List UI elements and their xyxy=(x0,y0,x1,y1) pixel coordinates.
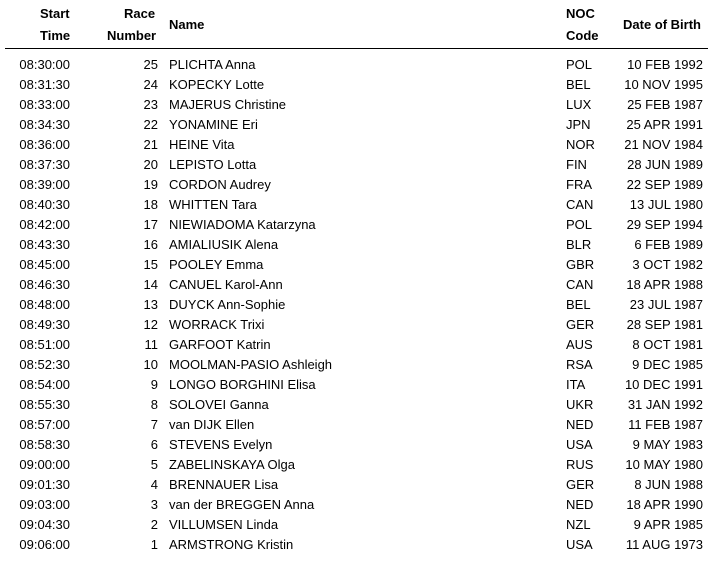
noc-code-cell: FRA xyxy=(566,177,592,192)
date-of-birth-cell: 3 OCT 1982 xyxy=(632,257,703,272)
noc-code-cell: JPN xyxy=(566,117,591,132)
date-of-birth-cell: 28 JUN 1989 xyxy=(627,157,703,172)
start-time-cell: 08:45:00 xyxy=(19,257,70,272)
header-noc: NOC xyxy=(566,6,595,21)
date-of-birth-cell: 8 JUN 1988 xyxy=(634,477,703,492)
start-time-cell: 08:39:00 xyxy=(19,177,70,192)
date-of-birth-cell: 10 FEB 1992 xyxy=(627,57,703,72)
race-number-cell: 25 xyxy=(143,57,158,72)
start-time-cell: 08:51:00 xyxy=(19,337,70,352)
table-row xyxy=(0,435,713,455)
race-number-cell: 19 xyxy=(143,177,158,192)
start-time-cell: 08:48:00 xyxy=(19,297,70,312)
table-row xyxy=(0,175,713,195)
header-start: Start xyxy=(40,6,70,21)
table-row xyxy=(0,75,713,95)
athlete-name-cell: WHITTEN Tara xyxy=(169,197,257,212)
header-name: Name xyxy=(169,17,205,32)
start-time-cell: 09:03:00 xyxy=(19,497,70,512)
table-row xyxy=(0,195,713,215)
table-row xyxy=(0,375,713,395)
header-time: Time xyxy=(40,28,71,43)
noc-code-cell: POL xyxy=(566,57,593,72)
table-row xyxy=(0,135,713,155)
noc-code-cell: GER xyxy=(566,317,595,332)
race-number-cell: 9 xyxy=(150,377,158,392)
date-of-birth-cell: 10 DEC 1991 xyxy=(624,377,703,392)
noc-code-cell: GER xyxy=(566,477,595,492)
race-number-cell: 7 xyxy=(150,417,158,432)
noc-code-cell: USA xyxy=(566,537,593,552)
header-code: Code xyxy=(566,28,599,43)
start-time-cell: 08:31:30 xyxy=(19,77,70,92)
athlete-name-cell: POOLEY Emma xyxy=(169,257,264,272)
noc-code-cell: POL xyxy=(566,217,593,232)
race-number-cell: 20 xyxy=(143,157,158,172)
athlete-name-cell: LEPISTO Lotta xyxy=(169,157,257,172)
athlete-name-cell: van der BREGGEN Anna xyxy=(169,497,315,512)
noc-code-cell: USA xyxy=(566,437,593,452)
start-time-cell: 08:54:00 xyxy=(19,377,70,392)
start-time-cell: 08:57:00 xyxy=(19,417,70,432)
race-number-cell: 17 xyxy=(143,217,158,232)
date-of-birth-cell: 18 APR 1990 xyxy=(626,497,703,512)
race-number-cell: 8 xyxy=(150,397,158,412)
race-number-cell: 2 xyxy=(150,517,158,532)
noc-code-cell: ITA xyxy=(566,377,586,392)
start-time-cell: 08:36:00 xyxy=(19,137,70,152)
date-of-birth-cell: 22 SEP 1989 xyxy=(626,177,703,192)
race-number-cell: 18 xyxy=(143,197,158,212)
table-row xyxy=(0,415,713,435)
race-number-cell: 10 xyxy=(143,357,158,372)
header-date-of-birth: Date of Birth xyxy=(623,17,701,32)
athlete-name-cell: NIEWIADOMA Katarzyna xyxy=(169,217,316,232)
date-of-birth-cell: 9 DEC 1985 xyxy=(632,357,703,372)
date-of-birth-cell: 10 NOV 1995 xyxy=(624,77,703,92)
noc-code-cell: NZL xyxy=(566,517,591,532)
athlete-name-cell: LONGO BORGHINI Elisa xyxy=(169,377,316,392)
start-time-cell: 09:01:30 xyxy=(19,477,70,492)
start-time-cell: 08:30:00 xyxy=(19,57,70,72)
table-row xyxy=(0,515,713,535)
date-of-birth-cell: 31 JAN 1992 xyxy=(627,397,703,412)
race-number-cell: 24 xyxy=(143,77,158,92)
date-of-birth-cell: 10 MAY 1980 xyxy=(625,457,703,472)
date-of-birth-cell: 6 FEB 1989 xyxy=(634,237,703,252)
noc-code-cell: NED xyxy=(566,497,594,512)
race-number-cell: 3 xyxy=(150,497,158,512)
noc-code-cell: UKR xyxy=(566,397,594,412)
race-number-cell: 23 xyxy=(143,97,158,112)
athlete-name-cell: CORDON Audrey xyxy=(169,177,271,192)
table-row xyxy=(0,95,713,115)
race-number-cell: 21 xyxy=(143,137,158,152)
date-of-birth-cell: 11 AUG 1973 xyxy=(625,537,703,552)
athlete-name-cell: STEVENS Evelyn xyxy=(169,437,273,452)
start-time-cell: 08:43:30 xyxy=(19,237,70,252)
race-number-cell: 4 xyxy=(150,477,158,492)
race-number-cell: 22 xyxy=(143,117,158,132)
table-row xyxy=(0,455,713,475)
date-of-birth-cell: 11 FEB 1987 xyxy=(628,417,703,432)
athlete-name-cell: MOOLMAN-PASIO Ashleigh xyxy=(169,357,333,372)
table-row xyxy=(0,355,713,375)
date-of-birth-cell: 13 JUL 1980 xyxy=(629,197,703,212)
athlete-name-cell: BRENNAUER Lisa xyxy=(169,477,279,492)
table-row xyxy=(0,335,713,355)
race-number-cell: 12 xyxy=(143,317,158,332)
athlete-name-cell: KOPECKY Lotte xyxy=(169,77,265,92)
table-row xyxy=(0,255,713,275)
athlete-name-cell: ZABELINSKAYA Olga xyxy=(169,457,295,472)
race-number-cell: 11 xyxy=(144,337,158,352)
start-time-cell: 08:40:30 xyxy=(19,197,70,212)
header-race: Race xyxy=(124,6,156,21)
athlete-name-cell: SOLOVEI Ganna xyxy=(169,397,269,412)
header-number: Number xyxy=(107,28,157,43)
start-list-table-body xyxy=(0,55,713,555)
race-number-cell: 1 xyxy=(150,537,158,552)
start-time-cell: 09:06:00 xyxy=(19,537,70,552)
start-time-cell: 08:34:30 xyxy=(19,117,70,132)
table-row xyxy=(0,55,713,75)
date-of-birth-cell: 18 APR 1988 xyxy=(626,277,703,292)
start-time-cell: 08:37:30 xyxy=(19,157,70,172)
table-row xyxy=(0,295,713,315)
date-of-birth-cell: 9 MAY 1983 xyxy=(632,437,703,452)
start-time-cell: 08:58:30 xyxy=(19,437,70,452)
athlete-name-cell: VILLUMSEN Linda xyxy=(169,517,279,532)
start-time-cell: 08:42:00 xyxy=(19,217,70,232)
table-row xyxy=(0,535,713,555)
table-row xyxy=(0,215,713,235)
athlete-name-cell: YONAMINE Eri xyxy=(169,117,258,132)
noc-code-cell: FIN xyxy=(566,157,587,172)
athlete-name-cell: AMIALIUSIK Alena xyxy=(169,237,279,252)
table-row xyxy=(0,155,713,175)
start-time-cell: 08:55:30 xyxy=(19,397,70,412)
table-row xyxy=(0,495,713,515)
date-of-birth-cell: 21 NOV 1984 xyxy=(624,137,703,152)
noc-code-cell: LUX xyxy=(566,97,592,112)
race-number-cell: 14 xyxy=(143,277,158,292)
date-of-birth-cell: 9 APR 1985 xyxy=(633,517,703,532)
table-row xyxy=(0,395,713,415)
start-time-cell: 08:46:30 xyxy=(19,277,70,292)
noc-code-cell: CAN xyxy=(566,197,594,212)
noc-code-cell: BEL xyxy=(566,297,591,312)
noc-code-cell: GBR xyxy=(566,257,595,272)
noc-code-cell: BEL xyxy=(566,77,591,92)
table-row xyxy=(0,315,713,335)
athlete-name-cell: WORRACK Trixi xyxy=(169,317,265,332)
noc-code-cell: RSA xyxy=(566,357,593,372)
athlete-name-cell: DUYCK Ann-Sophie xyxy=(169,297,286,312)
athlete-name-cell: MAJERUS Christine xyxy=(169,97,287,112)
noc-code-cell: NED xyxy=(566,417,594,432)
race-number-cell: 15 xyxy=(143,257,158,272)
date-of-birth-cell: 25 APR 1991 xyxy=(626,117,703,132)
athlete-name-cell: ARMSTRONG Kristin xyxy=(169,537,294,552)
noc-code-cell: BLR xyxy=(566,237,592,252)
start-time-cell: 09:04:30 xyxy=(19,517,70,532)
date-of-birth-cell: 25 FEB 1987 xyxy=(627,97,703,112)
athlete-name-cell: CANUEL Karol-Ann xyxy=(169,277,283,292)
start-time-cell: 08:49:30 xyxy=(19,317,70,332)
start-time-cell: 08:33:00 xyxy=(19,97,70,112)
race-number-cell: 6 xyxy=(150,437,158,452)
noc-code-cell: NOR xyxy=(566,137,595,152)
athlete-name-cell: van DIJK Ellen xyxy=(169,417,255,432)
start-time-cell: 08:52:30 xyxy=(19,357,70,372)
athlete-name-cell: HEINE Vita xyxy=(169,137,235,152)
noc-code-cell: CAN xyxy=(566,277,594,292)
header-rule xyxy=(5,48,708,49)
athlete-name-cell: PLICHTA Anna xyxy=(169,57,256,72)
table-row xyxy=(0,115,713,135)
start-time-cell: 09:00:00 xyxy=(19,457,70,472)
table-row xyxy=(0,235,713,255)
race-number-cell: 5 xyxy=(150,457,158,472)
date-of-birth-cell: 8 OCT 1981 xyxy=(632,337,703,352)
athlete-name-cell: GARFOOT Katrin xyxy=(169,337,271,352)
table-header xyxy=(0,0,713,50)
race-number-cell: 13 xyxy=(143,297,158,312)
noc-code-cell: RUS xyxy=(566,457,594,472)
table-row xyxy=(0,275,713,295)
date-of-birth-cell: 29 SEP 1994 xyxy=(626,217,703,232)
race-number-cell: 16 xyxy=(143,237,158,252)
date-of-birth-cell: 23 JUL 1987 xyxy=(629,297,703,312)
noc-code-cell: AUS xyxy=(566,337,593,352)
date-of-birth-cell: 28 SEP 1981 xyxy=(626,317,703,332)
table-row xyxy=(0,475,713,495)
